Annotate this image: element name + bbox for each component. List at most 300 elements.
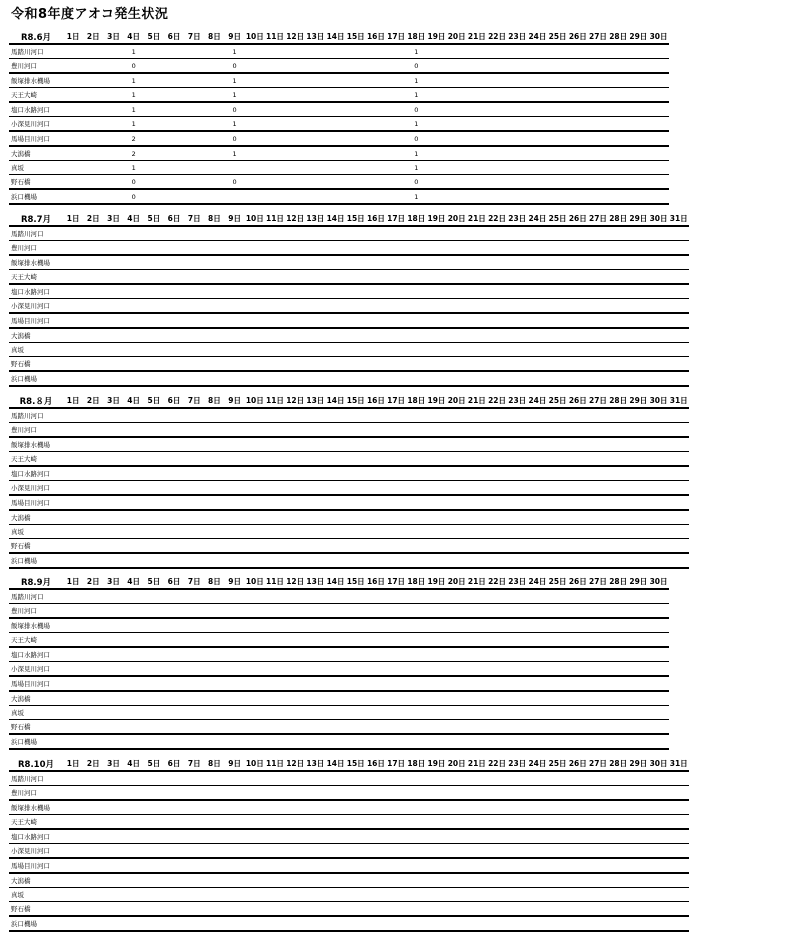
day-cell: 1 <box>225 88 245 103</box>
day-cell <box>487 299 507 314</box>
day-cell <box>103 452 123 467</box>
day-cell <box>467 131 487 146</box>
day-cell <box>83 255 103 270</box>
day-cell <box>467 408 487 423</box>
day-cell <box>588 161 608 175</box>
day-cell <box>447 589 467 604</box>
day-cell <box>386 452 406 467</box>
day-cell <box>366 676 386 691</box>
day-cell <box>608 328 628 343</box>
day-cell <box>447 888 467 902</box>
day-cell <box>608 371 628 386</box>
day-cell <box>507 873 527 888</box>
day-cell <box>63 604 83 619</box>
day-cell <box>164 662 184 677</box>
day-cell <box>204 328 224 343</box>
day-cell <box>245 734 265 749</box>
day-cell <box>467 633 487 648</box>
day-cell <box>325 916 345 931</box>
day-cell <box>548 633 568 648</box>
day-cell <box>225 241 245 256</box>
day-cell <box>204 771 224 786</box>
day-cell <box>406 313 426 328</box>
day-cell <box>325 633 345 648</box>
day-cell <box>144 328 164 343</box>
day-cell <box>63 437 83 452</box>
day-cell <box>487 313 507 328</box>
station-name: 真坂 <box>9 161 63 175</box>
day-cell <box>103 408 123 423</box>
day-cell <box>406 408 426 423</box>
day-cell <box>426 131 446 146</box>
day-cell <box>386 662 406 677</box>
day-header: 16日 <box>366 30 386 44</box>
day-cell <box>63 706 83 720</box>
day-cell <box>305 88 325 103</box>
day-cell <box>144 720 164 735</box>
day-cell <box>245 270 265 285</box>
day-header: 20日 <box>447 394 467 408</box>
day-cell <box>548 691 568 706</box>
day-cell <box>144 829 164 844</box>
day-cell <box>568 888 588 902</box>
day-header: 28日 <box>608 212 628 226</box>
day-header: 25日 <box>548 757 568 771</box>
day-cell <box>447 844 467 859</box>
day-cell <box>305 102 325 117</box>
day-cell <box>386 313 406 328</box>
day-cell <box>366 452 386 467</box>
day-cell <box>568 916 588 931</box>
day-cell <box>648 452 668 467</box>
table-row <box>9 423 689 438</box>
day-cell <box>406 800 426 815</box>
day-cell <box>103 371 123 386</box>
day-cell <box>83 829 103 844</box>
table-row <box>9 525 689 539</box>
day-cell <box>426 510 446 525</box>
day-cell <box>285 786 305 801</box>
day-cell <box>608 720 628 735</box>
day-cell <box>608 495 628 510</box>
day-cell <box>507 175 527 190</box>
day-cell <box>265 88 285 103</box>
day-cell <box>467 829 487 844</box>
table-row <box>9 800 689 815</box>
day-cell <box>265 553 285 568</box>
day-cell <box>325 481 345 496</box>
day-cell <box>325 313 345 328</box>
day-cell <box>124 452 144 467</box>
day-cell <box>265 371 285 386</box>
day-cell: 1 <box>406 44 426 59</box>
day-cell <box>144 299 164 314</box>
day-cell <box>467 734 487 749</box>
day-cell <box>184 161 204 175</box>
day-cell <box>588 829 608 844</box>
day-header: 7日 <box>184 394 204 408</box>
day-cell <box>588 226 608 241</box>
day-cell <box>648 328 668 343</box>
day-cell <box>608 633 628 648</box>
day-cell <box>426 161 446 175</box>
day-cell <box>83 357 103 372</box>
day-cell <box>669 270 689 285</box>
day-cell <box>184 117 204 132</box>
day-cell <box>467 117 487 132</box>
day-header: 11日 <box>265 394 285 408</box>
day-cell <box>608 255 628 270</box>
day-cell <box>568 59 588 74</box>
day-header: 31日 <box>669 394 689 408</box>
day-cell <box>608 771 628 786</box>
day-cell <box>245 371 265 386</box>
day-cell <box>124 647 144 662</box>
day-cell <box>265 510 285 525</box>
day-cell <box>487 408 507 423</box>
day-cell <box>124 510 144 525</box>
day-cell <box>83 284 103 299</box>
day-cell <box>325 437 345 452</box>
table-row <box>9 299 689 314</box>
day-cell <box>406 589 426 604</box>
day-cell <box>447 553 467 568</box>
day-cell <box>608 423 628 438</box>
day-cell <box>245 525 265 539</box>
day-cell <box>426 734 446 749</box>
day-cell <box>669 241 689 256</box>
day-cell <box>83 313 103 328</box>
day-cell <box>608 299 628 314</box>
day-cell <box>164 510 184 525</box>
day-cell <box>305 59 325 74</box>
day-cell <box>144 313 164 328</box>
day-cell <box>103 676 123 691</box>
table-row <box>9 357 689 372</box>
day-cell <box>285 131 305 146</box>
day-cell <box>325 299 345 314</box>
day-cell <box>83 226 103 241</box>
day-cell <box>608 270 628 285</box>
day-cell <box>285 604 305 619</box>
day-cell <box>366 720 386 735</box>
day-cell <box>346 647 366 662</box>
day-cell <box>285 343 305 357</box>
day-cell <box>285 916 305 931</box>
day-cell <box>648 800 668 815</box>
day-cell <box>386 343 406 357</box>
day-cell <box>669 800 689 815</box>
day-cell <box>265 102 285 117</box>
day-cell <box>204 371 224 386</box>
day-cell <box>669 343 689 357</box>
day-cell <box>386 510 406 525</box>
day-cell <box>83 408 103 423</box>
day-cell <box>386 481 406 496</box>
day-cell <box>164 88 184 103</box>
day-cell <box>507 647 527 662</box>
day-cell <box>588 800 608 815</box>
day-cell <box>487 284 507 299</box>
day-cell <box>346 662 366 677</box>
day-cell <box>83 371 103 386</box>
day-cell <box>265 117 285 132</box>
day-cell <box>63 539 83 554</box>
day-cell <box>648 146 668 161</box>
day-cell <box>265 916 285 931</box>
day-cell <box>225 676 245 691</box>
day-cell <box>184 452 204 467</box>
day-cell <box>265 786 285 801</box>
day-cell <box>548 618 568 633</box>
day-cell <box>487 525 507 539</box>
station-name: 大潟橋 <box>9 146 63 161</box>
day-cell <box>588 59 608 74</box>
station-name: 大潟橋 <box>9 328 63 343</box>
day-cell <box>325 888 345 902</box>
day-cell <box>386 73 406 88</box>
day-cell <box>628 815 648 830</box>
table-row <box>9 662 669 677</box>
day-cell <box>325 255 345 270</box>
day-cell <box>164 633 184 648</box>
day-cell <box>507 916 527 931</box>
day-cell <box>406 437 426 452</box>
day-cell <box>63 357 83 372</box>
day-cell <box>164 131 184 146</box>
day-cell <box>426 44 446 59</box>
day-cell <box>386 844 406 859</box>
day-cell <box>487 888 507 902</box>
day-cell <box>124 371 144 386</box>
day-cell <box>63 589 83 604</box>
day-cell <box>588 241 608 256</box>
day-cell <box>305 691 325 706</box>
day-cell <box>487 88 507 103</box>
day-cell <box>63 873 83 888</box>
day-cell <box>568 452 588 467</box>
day-cell <box>527 44 547 59</box>
day-cell <box>225 662 245 677</box>
day-cell <box>406 734 426 749</box>
month-label: R8.８月 <box>9 394 63 408</box>
day-cell <box>245 255 265 270</box>
day-cell <box>285 771 305 786</box>
day-cell <box>648 88 668 103</box>
day-cell <box>144 495 164 510</box>
day-cell <box>346 423 366 438</box>
day-header: 19日 <box>426 757 446 771</box>
day-cell <box>144 633 164 648</box>
station-name: 浜口機場 <box>9 371 63 386</box>
station-name: 天王大崎 <box>9 815 63 830</box>
day-cell <box>184 539 204 554</box>
day-cell <box>124 844 144 859</box>
day-cell <box>527 189 547 204</box>
day-cell <box>325 189 345 204</box>
day-cell <box>325 466 345 481</box>
day-cell <box>527 525 547 539</box>
day-cell <box>648 815 668 830</box>
day-cell <box>548 495 568 510</box>
day-cell <box>63 255 83 270</box>
day-cell <box>447 916 467 931</box>
day-cell <box>568 510 588 525</box>
day-cell <box>103 481 123 496</box>
day-cell <box>366 815 386 830</box>
day-header: 16日 <box>366 394 386 408</box>
day-cell <box>184 495 204 510</box>
day-cell <box>426 357 446 372</box>
station-name: 天王大崎 <box>9 270 63 285</box>
day-cell <box>366 858 386 873</box>
day-cell <box>305 873 325 888</box>
day-cell <box>124 299 144 314</box>
day-cell <box>548 647 568 662</box>
day-cell <box>669 423 689 438</box>
day-header: 6日 <box>164 757 184 771</box>
day-cell <box>285 633 305 648</box>
day-cell <box>305 902 325 917</box>
day-cell <box>144 102 164 117</box>
day-cell <box>265 647 285 662</box>
day-cell <box>447 270 467 285</box>
day-cell <box>346 175 366 190</box>
day-cell <box>588 146 608 161</box>
day-cell <box>628 437 648 452</box>
day-cell <box>305 481 325 496</box>
day-cell <box>548 604 568 619</box>
day-cell <box>588 873 608 888</box>
header-row <box>9 575 669 589</box>
day-cell <box>285 720 305 735</box>
day-cell <box>366 466 386 481</box>
day-cell <box>245 226 265 241</box>
day-cell <box>406 510 426 525</box>
day-cell <box>406 858 426 873</box>
day-cell <box>366 604 386 619</box>
day-cell <box>426 189 446 204</box>
day-cell <box>406 676 426 691</box>
day-cell <box>366 146 386 161</box>
day-cell <box>467 189 487 204</box>
day-header: 4日 <box>124 30 144 44</box>
day-cell <box>144 604 164 619</box>
day-cell <box>548 676 568 691</box>
day-cell <box>83 720 103 735</box>
day-cell <box>487 117 507 132</box>
day-cell <box>588 131 608 146</box>
day-cell <box>608 510 628 525</box>
day-cell <box>487 691 507 706</box>
table-row <box>9 481 689 496</box>
day-cell <box>164 255 184 270</box>
day-cell <box>447 226 467 241</box>
day-cell <box>164 495 184 510</box>
day-cell <box>507 786 527 801</box>
day-cell <box>527 676 547 691</box>
table-row <box>9 131 669 146</box>
day-cell <box>285 553 305 568</box>
day-cell <box>447 241 467 256</box>
day-cell <box>164 604 184 619</box>
day-cell <box>406 423 426 438</box>
day-cell <box>144 131 164 146</box>
day-cell <box>204 59 224 74</box>
day-cell <box>487 858 507 873</box>
day-cell <box>285 88 305 103</box>
day-cell <box>648 888 668 902</box>
day-cell <box>144 117 164 132</box>
day-cell <box>164 59 184 74</box>
day-cell <box>265 255 285 270</box>
day-cell <box>648 720 668 735</box>
day-cell <box>63 175 83 190</box>
station-name: 野石橋 <box>9 539 63 554</box>
day-cell <box>204 146 224 161</box>
day-cell <box>124 815 144 830</box>
day-cell <box>124 771 144 786</box>
day-header: 23日 <box>507 757 527 771</box>
day-cell <box>103 604 123 619</box>
day-cell <box>124 226 144 241</box>
day-cell <box>608 676 628 691</box>
day-cell <box>285 691 305 706</box>
day-cell <box>467 299 487 314</box>
day-cell <box>608 786 628 801</box>
day-header: 9日 <box>225 212 245 226</box>
day-cell <box>588 525 608 539</box>
day-cell <box>225 734 245 749</box>
day-cell <box>366 495 386 510</box>
day-cell <box>204 452 224 467</box>
day-header: 5日 <box>144 757 164 771</box>
day-cell <box>527 589 547 604</box>
day-cell: 0 <box>406 175 426 190</box>
day-header: 26日 <box>568 757 588 771</box>
day-cell: 1 <box>406 146 426 161</box>
day-cell <box>346 633 366 648</box>
day-cell <box>184 734 204 749</box>
day-cell <box>568 706 588 720</box>
day-cell <box>346 357 366 372</box>
day-cell <box>648 676 668 691</box>
day-header: 24日 <box>527 394 547 408</box>
day-cell <box>548 131 568 146</box>
day-cell <box>568 313 588 328</box>
day-cell <box>527 800 547 815</box>
day-cell <box>285 241 305 256</box>
day-cell <box>467 815 487 830</box>
day-cell <box>527 343 547 357</box>
station-name: 真坂 <box>9 525 63 539</box>
day-cell <box>467 241 487 256</box>
day-cell <box>386 161 406 175</box>
day-cell <box>83 59 103 74</box>
day-cell <box>426 481 446 496</box>
day-cell <box>305 284 325 299</box>
day-header: 12日 <box>285 212 305 226</box>
station-name: 浜口機場 <box>9 553 63 568</box>
day-cell <box>568 270 588 285</box>
day-cell <box>648 270 668 285</box>
day-cell <box>447 691 467 706</box>
day-cell <box>346 691 366 706</box>
day-cell <box>426 633 446 648</box>
day-cell <box>144 539 164 554</box>
day-cell <box>628 916 648 931</box>
day-cell <box>608 241 628 256</box>
